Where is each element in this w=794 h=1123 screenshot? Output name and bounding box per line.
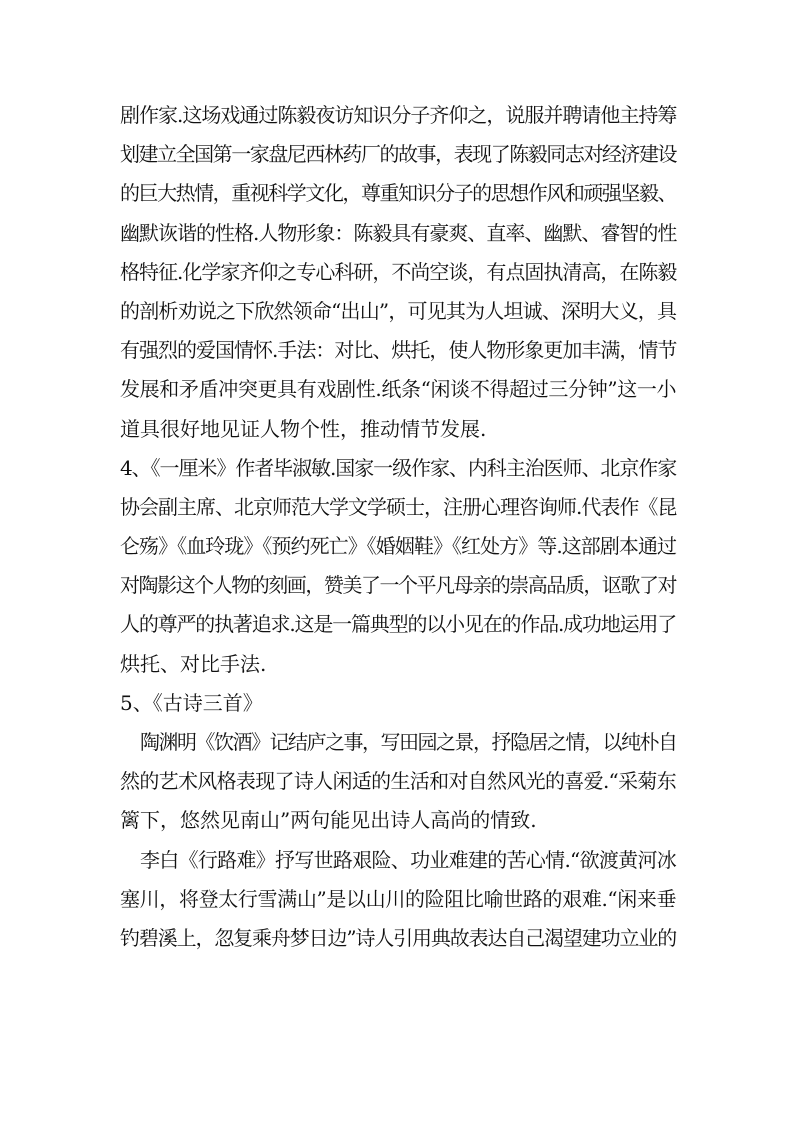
text-line: 的剖析劝说之下欣然领命“出山”，可见其为人坦诚、深明大义，具 bbox=[120, 298, 676, 323]
text-line: 格特征.化学家齐仰之专心科研，不尚空谈，有点固执清高，在陈毅 bbox=[120, 259, 677, 284]
text-line: 然的艺术风格表现了诗人闲适的生活和对自然风光的喜爱.“采菊东 bbox=[120, 769, 676, 794]
text-line: 对陶影这个人物的刻画，赞美了一个平凡母亲的崇高品质，讴歌了对 bbox=[120, 573, 676, 598]
text-line: 发展和矛盾冲突更具有戏剧性.纸条“闲谈不得超过三分钟”这一小 bbox=[120, 377, 676, 402]
text-line: 5、《古诗三首》 bbox=[120, 690, 263, 715]
document-page bbox=[120, 96, 676, 958]
text-line: 的巨大热情，重视科学文化，尊重知识分子的思想作风和顽强坚毅、 bbox=[120, 181, 676, 206]
text-line: 人的尊严的执著追求.这是一篇典型的以小见在的作品.成功地运用了 bbox=[120, 612, 676, 637]
text-line: 有强烈的爱国情怀.手法：对比、烘托，使人物形象更加丰满，情节 bbox=[120, 338, 677, 363]
text-line: 划建立全国第一家盘尼西林药厂的故事，表现了陈毅同志对经济建设 bbox=[120, 142, 676, 167]
text-line: 李白《行路难》抒写世路艰险、功业难建的苦心情.“欲渡黄河冰 bbox=[140, 847, 676, 872]
text-line: 烘托、对比手法. bbox=[120, 651, 267, 676]
text-line: 塞川，将登太行雪满山”是以山川的险阻比喻世路的艰难.“闲来垂 bbox=[120, 886, 676, 911]
text-line: 剧作家.这场戏通过陈毅夜访知识分子齐仰之，说服并聘请他主持筹 bbox=[120, 103, 677, 127]
text-line: 篱下，悠然见南山”两句能见出诗人高尚的情致. bbox=[120, 808, 537, 833]
text-line: 道具很好地见证人物个性，推动情节发展. bbox=[120, 416, 487, 441]
text-line: 协会副主席、北京师范大学文学硕士，注册心理咨询师.代表作《昆 bbox=[120, 494, 677, 519]
text-line: 4、《一厘米》作者毕淑敏.国家一级作家、内科主治医师、北京作家 bbox=[120, 455, 676, 480]
text-line: 幽默诙谐的性格.人物形象：陈毅具有豪爽、直率、幽默、睿智的性 bbox=[120, 220, 677, 245]
text-line: 仑殇》《血玲珑》《预约死亡》《婚姻鞋》《红处方》等.这部剧本通过 bbox=[120, 534, 676, 559]
text-line: 钓碧溪上，忽复乘舟梦日边”诗人引用典故表达自己渴望建功立业的 bbox=[120, 925, 676, 950]
text-line: 陶渊明《饮酒》记结庐之事，写田园之景，抒隐居之情，以纯朴自 bbox=[140, 730, 677, 754]
